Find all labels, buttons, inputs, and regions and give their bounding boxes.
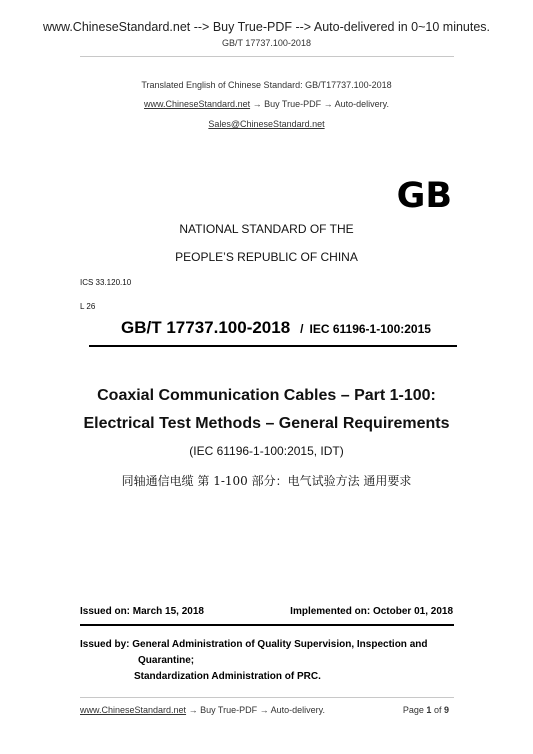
footer-website-link[interactable]: www.ChineseStandard.net bbox=[80, 705, 187, 715]
issuer-line2: Quarantine; bbox=[138, 655, 195, 666]
national-standard-line2: PEOPLE’S REPUBLIC OF CHINA bbox=[175, 250, 358, 264]
title-line2: Electrical Test Methods – General Requirements bbox=[83, 415, 450, 432]
title-line1: Coaxial Communication Cables – Part 1-100: bbox=[97, 387, 436, 404]
dates-divider bbox=[80, 624, 454, 626]
header-banner: www.ChineseStandard.net --> Buy True-PDF --> Auto-delivered in 0~10 minutes. bbox=[42, 20, 491, 34]
gb-mark: GB bbox=[396, 176, 452, 216]
standard-code-separator: / bbox=[300, 322, 304, 336]
standard-code-main: GB/T 17737.100-2018 bbox=[121, 318, 291, 337]
page-indicator bbox=[403, 705, 449, 715]
issued-date: Issued on: March 15, 2018 bbox=[80, 606, 204, 617]
footer-delivery-text: → Buy True-PDF → Auto-delivery. bbox=[186, 705, 325, 715]
email-link[interactable]: Sales@ChineseStandard.net bbox=[208, 119, 325, 129]
email-line bbox=[0, 119, 533, 129]
equivalence-note: (IEC 61196-1-100:2015, IDT) bbox=[189, 444, 344, 458]
ccs-code: L 26 bbox=[80, 302, 96, 311]
standard-code bbox=[121, 318, 431, 338]
translation-line: Translated English of Chinese Standard: GB/T17737.100-2018 bbox=[141, 80, 392, 90]
page-of: of bbox=[433, 705, 442, 715]
delivery-text: → Buy True-PDF → Auto-delivery. bbox=[250, 99, 389, 109]
implemented-date: Implemented on: October 01, 2018 bbox=[290, 606, 453, 617]
standard-code-iec: IEC 61196-1-100:2015 bbox=[309, 322, 431, 336]
header-divider bbox=[80, 56, 454, 57]
page-current: 1 bbox=[426, 705, 432, 715]
website-link[interactable]: www.ChineseStandard.net bbox=[144, 99, 251, 109]
page-total: 9 bbox=[443, 705, 449, 715]
ics-code: ICS 33.120.10 bbox=[80, 278, 132, 287]
issuer-line1: Issued by: General Administration of Quality Supervision, Inspection and bbox=[80, 639, 428, 650]
page-label: Page bbox=[402, 705, 424, 715]
code-underline bbox=[89, 345, 457, 347]
national-standard-line1: NATIONAL STANDARD OF THE bbox=[179, 222, 354, 236]
chinese-title: 同轴通信电缆 第 1-100 部分：电气试验方法 通用要求 bbox=[121, 474, 412, 488]
header-doc-code: GB/T 17737.100-2018 bbox=[222, 38, 311, 48]
translation-delivery-line bbox=[0, 99, 533, 109]
footer-delivery bbox=[80, 705, 325, 715]
footer-divider bbox=[80, 697, 454, 698]
issuer-line3: Standardization Administration of PRC. bbox=[134, 671, 321, 682]
